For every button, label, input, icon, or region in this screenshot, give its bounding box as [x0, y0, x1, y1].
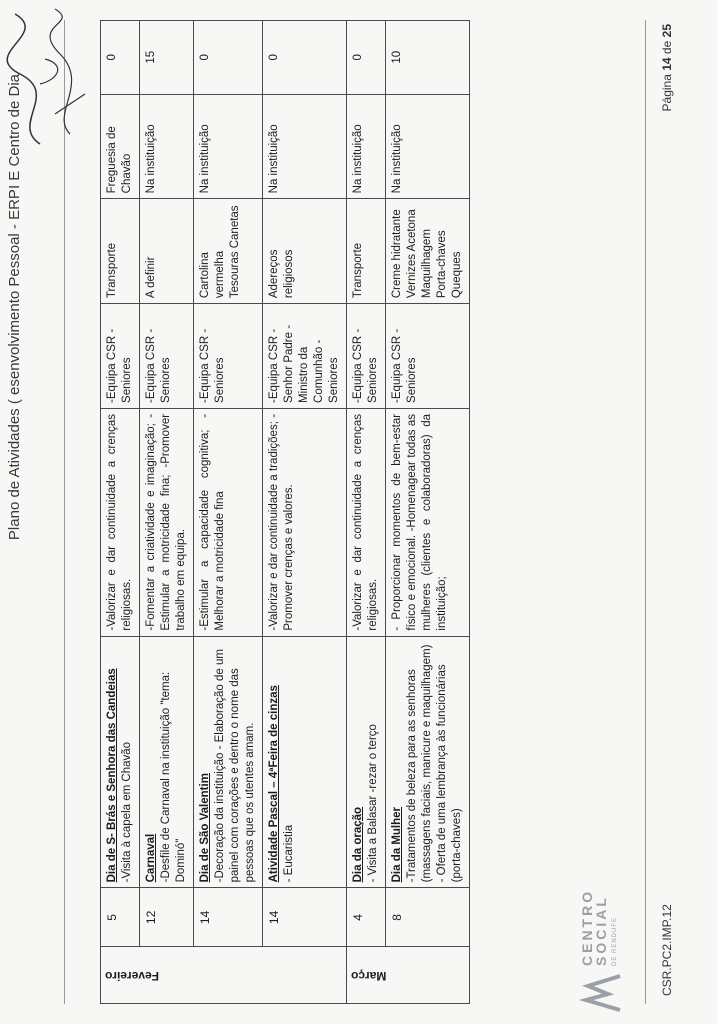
logo-line-2: SOCIAL [593, 895, 609, 966]
objectives-cell: -Valorizar e dar continuidade a crenças religiosas. [347, 408, 386, 636]
activity-cell [347, 636, 386, 888]
activity-title: Atividade Pascal – 4ªFeira de cinzas [268, 685, 280, 883]
page-total: 25 [660, 24, 674, 38]
document-header-title: Plano de Atividades ( esenvolvimento Pessoal - ERPI E Centro de Dia [6, 74, 23, 541]
day-cell: 14 [194, 888, 263, 947]
resources-cell: A definir [140, 199, 194, 304]
day-cell: 5 [101, 888, 140, 947]
table-row [140, 21, 194, 1004]
table-row [101, 21, 140, 1004]
objectives-cell: -Valorizar e dar continuidade a crenças religiosas. [101, 408, 140, 636]
day-cell: 14 [263, 888, 347, 947]
table-row [194, 21, 263, 1004]
logo-line-1: CENTRO [579, 888, 595, 966]
cost-cell: 0 [101, 21, 140, 95]
logo-mark-icon [580, 970, 624, 1014]
day-cell: 12 [140, 888, 194, 947]
activity-description: - Eucaristia [283, 824, 295, 883]
activity-cell [140, 636, 194, 888]
page-prefix: Página [660, 74, 674, 112]
activity-title: Dia da Mulher [391, 806, 403, 883]
activities-table [100, 20, 470, 1004]
participants-cell: -Equipa CSR -Seniores [194, 304, 263, 409]
activity-title: Dia da oração [352, 806, 364, 883]
activity-title: Carnaval [145, 833, 157, 883]
month-cell-march [347, 947, 470, 1004]
document-code: CSR.PC2.IMP.12 [660, 904, 674, 996]
cost-cell: 10 [386, 21, 470, 95]
objectives-cell: -Fomentar a criatividade e imaginação; -Estimular a motricidade fina; -Promover trabalho em equipa. [140, 408, 194, 636]
activity-cell [386, 636, 470, 888]
participants-cell: -Equipa CSR -Seniores [347, 304, 386, 409]
location-cell: Na instituição [140, 94, 194, 199]
cost-cell: 15 [140, 21, 194, 95]
resources-cell: Cartolina vermelha Tesouras Canetas [194, 199, 263, 304]
activity-description: - Visita a Balasar -rezar o terço [367, 724, 379, 883]
header-divider [64, 20, 65, 1004]
objectives-cell: -Estimular a capacidade cognitiva; -Melhorar a motricidade fina [194, 408, 263, 636]
resources-cell: Transporte [101, 199, 140, 304]
centro-social-logo [580, 814, 640, 1014]
cost-cell: 0 [347, 21, 386, 95]
month-cell-february [101, 947, 347, 1004]
activity-description: -Tratamentos de beleza para as senhoras (massagens faciais, manicure e maquilhagem) - Oferta de uma lembrança às funcionárias (porta-chaves) [406, 644, 463, 883]
activity-cell [194, 636, 263, 888]
month-label: Março [351, 968, 387, 983]
table-row [347, 21, 386, 1004]
location-cell: Na instituição [194, 94, 263, 199]
participants-cell: -Equipa CSR -Seniores [386, 304, 470, 409]
footer-divider [645, 20, 646, 1004]
logo-text [580, 889, 608, 966]
day-cell: 8 [386, 888, 470, 947]
location-cell: Na instituição [386, 94, 470, 199]
cost-cell: 0 [263, 21, 347, 95]
location-cell: Na instituição [347, 94, 386, 199]
table-row [386, 21, 470, 1004]
objectives-cell: -Valorizar e dar continuidade a tradições; -Promover crenças e valores. [263, 408, 347, 636]
activity-title: Dia de S- Brás e Senhora das Candeias [106, 668, 118, 883]
resources-cell: Transporte [347, 199, 386, 304]
logo-subtitle: DE RENDUFE [612, 916, 618, 966]
activity-description: -Visita à capela em Chavão [121, 741, 133, 883]
cost-cell: 0 [194, 21, 263, 95]
page-current: 14 [660, 57, 674, 71]
table-row [263, 21, 347, 1004]
activity-description: -Desfile de Carnaval na instituição "tema: Dominó" [160, 671, 187, 883]
handwritten-signatures [0, 4, 100, 154]
participants-cell: -Equipa CSR -Seniores [140, 304, 194, 409]
page-number [660, 24, 674, 111]
participants-cell: -Equipa CSR -Senhor Padre -Ministro da Comunhão -Seniores [263, 304, 347, 409]
activity-cell [101, 636, 140, 888]
activity-description: -Decoração da instituição - Elaboração de um painel com corações e dentro o nome das pessoas que os utentes amam. [214, 649, 256, 883]
participants-cell: -Equipa CSR -Seniores [101, 304, 140, 409]
location-cell: Freguesia de Chavão [101, 94, 140, 199]
activity-cell [263, 636, 347, 888]
activity-title: Dia de São Valentim [199, 773, 211, 883]
location-cell: Na instituição [263, 94, 347, 199]
objectives-cell: - Proporcionar momentos de bem-estar físico e emocional. -Homenagear todas as mulheres (clientes e colaboradoras) da instituição; [386, 408, 470, 636]
page-sep: de [660, 40, 674, 55]
resources-cell: Creme hidratante Vernizes Acetona Maquilhagem Porta-chaves Queques [386, 199, 470, 304]
resources-cell: Adereços religiosos [263, 199, 347, 304]
month-label: Fevereiro [105, 968, 160, 983]
day-cell: 4 [347, 888, 386, 947]
